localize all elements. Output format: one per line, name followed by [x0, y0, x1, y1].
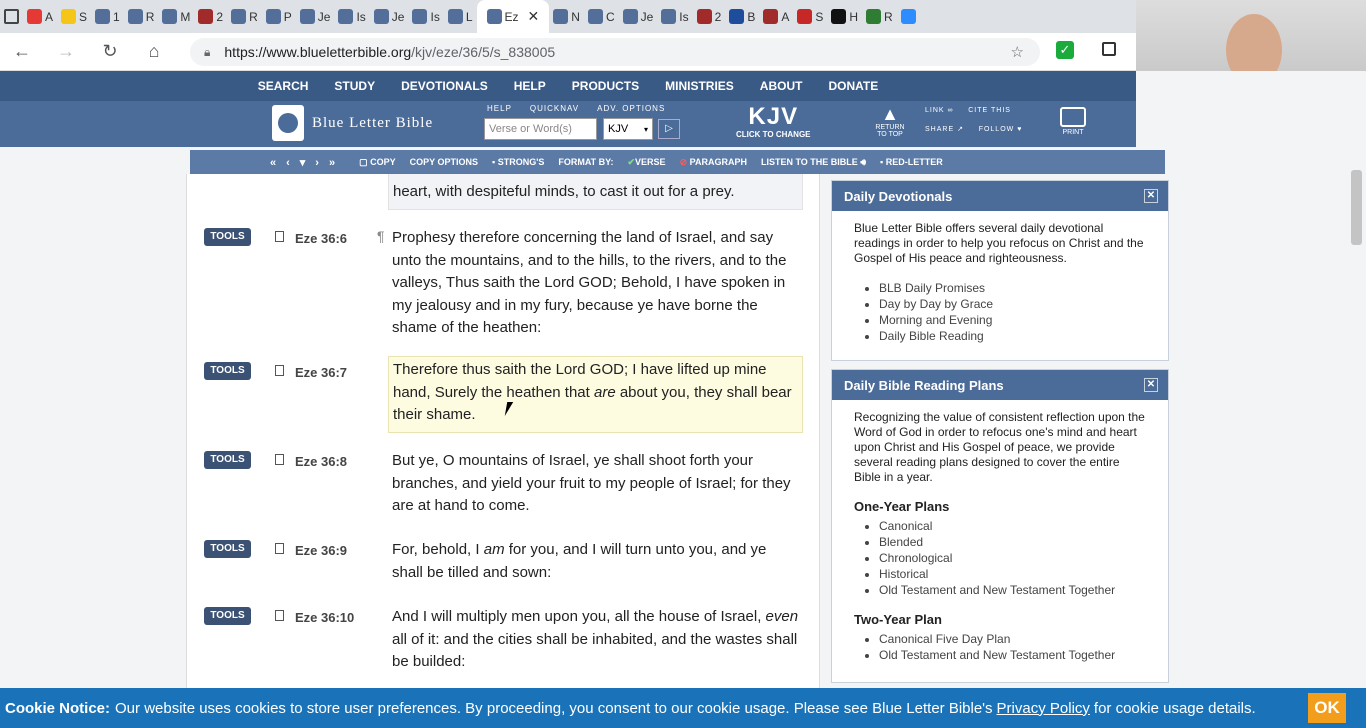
two-year-list: [879, 631, 1146, 663]
tab-label: S: [79, 9, 88, 24]
plan-link[interactable]: • Chronological: [879, 550, 1146, 566]
blb-icon: [338, 9, 353, 24]
tab-label: C: [605, 9, 615, 24]
word-icon: [729, 9, 744, 24]
tab-search-icon[interactable]: [0, 0, 23, 33]
tab-active[interactable]: [477, 0, 550, 33]
blb-icon: [588, 9, 603, 24]
quicknav-label[interactable]: QUICKNAV: [529, 104, 580, 113]
copy-options-button[interactable]: COPY OPTIONS: [409, 157, 478, 167]
print-label: PRINT: [1062, 129, 1084, 136]
bible-logo-icon: [272, 105, 304, 141]
kjv-label: KJV: [748, 103, 799, 130]
tab-label: 2: [216, 9, 224, 24]
version-select[interactable]: [603, 118, 653, 140]
url-host: https://www.blueletterbible.org: [224, 44, 412, 60]
tab-label: A: [45, 9, 54, 24]
tab-11[interactable]: [370, 0, 409, 33]
tab-12[interactable]: [408, 0, 443, 33]
blb-icon: [95, 9, 110, 24]
url-path: /kjv/eze/36/5/s_838005: [411, 44, 556, 60]
return-to-top-button[interactable]: [872, 104, 908, 138]
up-arrow-icon: ▲: [881, 104, 899, 124]
nav-donate[interactable]: DONATE: [828, 79, 879, 93]
back-icon[interactable]: ←: [13, 41, 31, 61]
tab-label: Je: [317, 9, 331, 24]
tab-label: Je: [391, 9, 405, 24]
plan-link[interactable]: • Blended: [879, 534, 1146, 550]
logo-text: Blue Letter Bible: [312, 114, 434, 131]
close-tab-icon[interactable]: ✕: [527, 8, 540, 24]
tab-24[interactable]: [862, 0, 897, 33]
nav-help[interactable]: HELP: [513, 79, 546, 93]
verse-toolbar: [190, 150, 1165, 174]
widget-title-text: Daily Bible Reading Plans: [844, 378, 1004, 393]
verse-text-b: for you, and I will turn unto you, and ye shall be tilled and sown:: [392, 541, 767, 581]
book-icon: [697, 9, 712, 24]
devotional-list: [879, 280, 1146, 344]
paragraph-format-button[interactable]: [680, 157, 747, 168]
u-icon: [831, 9, 846, 24]
tab-19[interactable]: [693, 0, 726, 33]
tab-18[interactable]: [657, 0, 692, 33]
tab-22[interactable]: [793, 0, 827, 33]
cite-button[interactable]: CITE THIS: [968, 107, 1011, 114]
tab-16[interactable]: [584, 0, 619, 33]
strongs-label: STRONG'S: [497, 157, 545, 167]
share-icon: ↗: [957, 126, 964, 133]
verse-text-italic: are: [593, 383, 616, 401]
widget-title: [832, 181, 1168, 211]
close-widget-icon[interactable]: ✕: [1144, 189, 1158, 203]
verse-text: [388, 537, 803, 586]
nav-products[interactable]: PRODUCTS: [571, 79, 640, 93]
tab-2[interactable]: [57, 0, 91, 33]
version-value: KJV: [608, 123, 629, 135]
printer-icon: [1060, 107, 1086, 127]
tab-8[interactable]: [262, 0, 296, 33]
strongs-toggle[interactable]: ▪ STRONG'S: [491, 157, 545, 167]
tab-21[interactable]: [759, 0, 793, 33]
page-scrollbar[interactable]: [1351, 170, 1362, 245]
widget-title: [832, 370, 1168, 400]
devotional-link[interactable]: • Day by Day by Grace: [879, 296, 1146, 312]
format-by-label: FORMAT BY:: [558, 157, 614, 167]
tools-button[interactable]: TOOLS: [204, 362, 251, 380]
tab-label: H: [849, 9, 859, 24]
search-input[interactable]: Verse or Word(s): [484, 118, 597, 140]
blb-icon: [448, 9, 463, 24]
paragraph-label: PARAGRAPH: [689, 156, 747, 167]
copy-button[interactable]: ▢ COPY: [359, 156, 396, 167]
blb-icon: [128, 9, 143, 24]
kjv-version-button[interactable]: [736, 104, 811, 139]
red-letter-label: RED-LETTER: [885, 157, 943, 167]
follow-button[interactable]: FOLLOW: [978, 126, 1015, 133]
privacy-policy-link[interactable]: Privacy Policy: [996, 699, 1090, 717]
plan-link[interactable]: • Canonical Five Day Plan: [879, 631, 1146, 647]
address-bar[interactable]: [190, 38, 1040, 66]
verse-ref[interactable]: Eze 36:9: [295, 543, 348, 558]
tab-label: Ez: [504, 9, 519, 24]
jp-icon: [797, 9, 812, 24]
tools-button[interactable]: TOOLS: [204, 228, 251, 246]
chevron-down-icon: ▾: [643, 125, 648, 134]
cookie-text: Our website uses cookies to store user preferences. By proceeding, you consent to our cookie usage. Please see Blue Letter Bible's: [115, 699, 993, 717]
tab-label: L: [465, 9, 473, 24]
check-icon: ✔: [627, 156, 636, 167]
verse-ref[interactable]: Eze 36:6: [295, 231, 348, 246]
plan-link[interactable]: • Canonical: [879, 518, 1146, 534]
tab-label: M: [180, 9, 191, 24]
widget-title-text: Daily Devotionals: [844, 189, 953, 204]
verse-ref[interactable]: Eze 36:7: [295, 365, 348, 380]
widget-body: [832, 211, 1168, 354]
cookie-ok-button[interactable]: OK: [1308, 693, 1346, 723]
tools-button[interactable]: TOOLS: [204, 607, 251, 625]
tab-label: Is: [430, 9, 440, 24]
extension-check-icon[interactable]: ✓: [1056, 41, 1074, 59]
blb-icon: [487, 9, 502, 24]
tab-15[interactable]: [549, 0, 584, 33]
youtube-icon: [27, 9, 42, 24]
widget-body: [832, 400, 1168, 673]
tab-6[interactable]: [194, 0, 227, 33]
blb-icon: [231, 9, 246, 24]
devotional-link[interactable]: • BLB Daily Promises: [879, 280, 1146, 296]
tab-label: N: [571, 9, 580, 24]
two-year-heading: Two-Year Plan: [854, 612, 942, 627]
devotional-link[interactable]: • Morning and Evening: [879, 312, 1146, 328]
tab-17[interactable]: [619, 0, 658, 33]
site-logo[interactable]: [272, 105, 433, 141]
site-nav: [0, 71, 1136, 101]
browser-toolbar: [0, 33, 1136, 71]
nav-about[interactable]: ABOUT: [759, 79, 803, 93]
print-button[interactable]: [1058, 107, 1088, 136]
blb-icon: [374, 9, 389, 24]
heart-icon: ♥: [1017, 126, 1023, 133]
devotional-link[interactable]: • Daily Bible Reading: [879, 328, 1146, 344]
blb-icon: [661, 9, 676, 24]
tab-23[interactable]: [827, 0, 862, 33]
tab-20[interactable]: [725, 0, 759, 33]
tab-13[interactable]: [444, 0, 477, 33]
tab-strip: [0, 0, 1136, 33]
copy-icon[interactable]: [275, 365, 284, 376]
tab-label: Is: [679, 9, 689, 24]
tab-3[interactable]: [91, 0, 124, 33]
click-to-change-label: CLICK TO CHANGE: [736, 130, 811, 139]
verse-ref[interactable]: Eze 36:8: [295, 454, 348, 469]
listen-button[interactable]: [761, 157, 866, 168]
reading-plans-widget: [831, 369, 1169, 683]
rt-icon: [866, 9, 881, 24]
verse-text: Prophesy therefore concerning the land of Israel, and say unto the mountains, and to the hills, to the rivers, and to the valleys, Thus saith the Lord GOD; Behold, I have spoken in my jealousy and in my fury, because ye have borne the shame of the heathen:: [392, 229, 787, 336]
one-year-list: [879, 518, 1146, 598]
close-widget-icon[interactable]: ✕: [1144, 378, 1158, 392]
tab-youtube[interactable]: [23, 0, 57, 33]
copy-icon[interactable]: [275, 543, 284, 554]
verse-format-button[interactable]: [628, 157, 666, 168]
verse-text-b: all of it: and the cities shall be inhabited, and the wastes shall be builded:: [392, 630, 798, 670]
lock-icon: 🔒︎: [204, 44, 211, 59]
share-button[interactable]: SHARE: [925, 126, 955, 133]
cookie-tail: for cookie usage details.: [1093, 699, 1256, 717]
verse-text-italic: even: [765, 608, 799, 625]
copy-icon[interactable]: [275, 231, 284, 242]
adv-options-label[interactable]: ADV. OPTIONS: [597, 104, 666, 113]
zoom-icon: [901, 9, 916, 24]
verse-text: [388, 604, 803, 676]
verse-label: VERSE: [635, 156, 666, 167]
tab-label: 1: [113, 9, 120, 24]
verse-nav-arrows-icon[interactable]: «‹▾›»: [270, 156, 346, 169]
tools-button[interactable]: TOOLS: [204, 451, 251, 469]
tab-label: B: [747, 9, 756, 24]
reload-icon[interactable]: ↻: [102, 41, 118, 61]
verse-text-a: And I will multiply men upon you, all the house of Israel,: [392, 608, 766, 625]
help-label[interactable]: HELP: [487, 104, 512, 113]
nav-search[interactable]: SEARCH: [257, 79, 309, 93]
widget-description: Blue Letter Bible offers several daily devotional readings in order to help you refocus on Christ and the Gospel of His peace and righteousness.: [854, 221, 1144, 265]
blb-icon: [266, 9, 281, 24]
tab-10[interactable]: [334, 0, 369, 33]
tab-label: P: [283, 9, 292, 24]
copy-icon[interactable]: [275, 454, 284, 465]
copy-icon[interactable]: [275, 610, 284, 621]
red-letter-toggle[interactable]: ▪ RED-LETTER: [880, 157, 943, 167]
verse-ref[interactable]: Eze 36:10: [295, 610, 355, 625]
tab-label: A: [781, 9, 790, 24]
tab-label: Is: [356, 9, 366, 24]
verse-text: But ye, O mountains of Israel, ye shall shoot forth your branches, and yield your fruit to my people of Israel; for they are at hand to come.: [392, 452, 791, 514]
copy-label: COPY: [370, 156, 396, 167]
tab-5[interactable]: [158, 0, 194, 33]
nav-study[interactable]: STUDY: [334, 79, 376, 93]
header-right-links: [925, 104, 1022, 136]
tab-9[interactable]: [296, 0, 335, 33]
cookie-label: Cookie Notice:: [5, 699, 111, 717]
blb-icon: [623, 9, 638, 24]
tools-button[interactable]: TOOLS: [204, 540, 251, 558]
blb-icon: [162, 9, 177, 24]
search-go-button[interactable]: ▷: [658, 119, 680, 139]
header-labels: [487, 104, 665, 113]
blb-icon: [553, 9, 568, 24]
tab-label: R: [884, 9, 893, 24]
extension-icon[interactable]: [1102, 42, 1116, 56]
speaker-icon: 🔊︎: [860, 156, 866, 167]
no-icon: ⊘: [679, 156, 688, 167]
widget-description: Recognizing the value of consistent reflection upon the Word of God in order to refocus one's mind and heart upon Christ and His Gospel of peace, we provide several reading plans designed to cover the entire Bible in a year.: [854, 410, 1145, 484]
home-icon[interactable]: ⌂: [148, 41, 160, 61]
check-icon: [61, 9, 76, 24]
book-icon: [763, 9, 778, 24]
return-to-top-label: RETURN TO TOP: [875, 124, 905, 138]
link-button[interactable]: LINK: [925, 107, 945, 114]
book-icon: [198, 9, 213, 24]
blb-icon: [412, 9, 427, 24]
link-icon: ∞: [947, 107, 954, 114]
tab-label: S: [815, 9, 824, 24]
verse-text-b: about you, they shall bear their shame.: [393, 383, 792, 423]
verse-text-a: For, behold, I: [392, 541, 484, 558]
cookie-notice: [0, 688, 1366, 728]
daily-devotionals-widget: [831, 180, 1169, 361]
tab-25[interactable]: [897, 0, 920, 33]
plan-link[interactable]: • Old Testament and New Testament Together: [879, 647, 1146, 663]
bookmark-star-icon[interactable]: ☆: [1010, 44, 1024, 61]
verse-text-highlighted: [388, 356, 803, 433]
verse-text-a: Therefore thus saith the Lord GOD; I have lifted up mine hand, Surely the heathen that: [393, 361, 767, 401]
one-year-heading: One-Year Plans: [854, 499, 950, 514]
tab-7[interactable]: [227, 0, 262, 33]
verse-5-partial: heart, with despiteful minds, to cast it out for a prey.: [388, 174, 803, 210]
tab-label: Je: [640, 9, 654, 24]
plan-link[interactable]: • Historical: [879, 566, 1146, 582]
tab-label: R: [249, 9, 258, 24]
tab-label: 2: [714, 9, 722, 24]
plan-link[interactable]: • Old Testament and New Testament Together: [879, 582, 1146, 598]
forward-icon[interactable]: →: [57, 41, 75, 61]
tab-label: R: [145, 9, 155, 24]
verse-text-italic: am: [483, 541, 505, 558]
tab-list-icon: [4, 9, 19, 24]
nav-ministries[interactable]: MINISTRIES: [665, 79, 734, 93]
blb-icon: [300, 9, 315, 24]
verse-list: [186, 174, 820, 728]
nav-devotionals[interactable]: DEVOTIONALS: [401, 79, 488, 93]
pilcrow-icon: ¶: [377, 228, 385, 244]
tab-4[interactable]: [124, 0, 159, 33]
listen-label: LISTEN TO THE BIBLE: [760, 156, 858, 167]
